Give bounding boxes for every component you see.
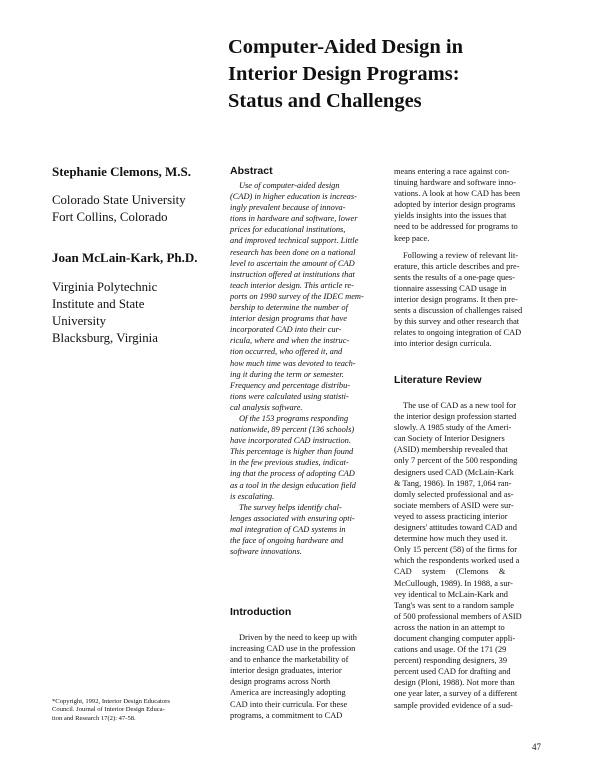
abstract-line: prices for educational institutions, [230,225,346,235]
abstract-line: ports on 1990 survey of the IDEC mem- [230,291,364,301]
abstract-line: Frequency and percentage distribu- [230,380,351,390]
author1-affiliation [52,192,186,226]
abstract-line: Use of computer-aided design [239,181,340,190]
literature-review-body [394,400,544,711]
intro-continued-line: need to be addressed for programs to [394,222,518,232]
introduction-line: CAD into their curricula. For these [230,699,348,709]
abstract-line: research has been done on a national [230,247,356,257]
intro-continued-line: means entering a race against con- [394,167,510,176]
literature-line: determine how much they used it. [394,534,508,544]
title-line: Interior Design Programs: [228,63,460,85]
abstract-line: the face of ongoing hardware and [230,536,344,545]
literature-line: which the respondents worked used a [394,556,520,566]
intro-continued-line: yields insights into the issues that [394,211,507,221]
affiliation-line: Fort Collins, Colorado [52,210,168,224]
literature-line: veyed to assess practicing interior [394,511,508,521]
intro-continued-line: tinuing hardware and software inno- [394,178,516,188]
literature-line: only 7 percent of the 500 responding [394,456,518,466]
introduction-line: Driven by the need to keep up with [239,633,357,642]
literature-line: CAD system (Clemons & [394,567,506,577]
literature-line: design (Ploni, 1988). Not more than [394,678,515,688]
affiliation-line: Institute and State [52,297,145,311]
abstract-line: and improved technical support. Little [230,236,359,246]
abstract-line: nationwide, 89 percent (136 schools) [230,425,355,435]
affiliation-line: University [52,314,107,328]
introduction-line: and to enhance the marketability of [230,655,349,665]
abstract-line: instruction offered at institutions that [230,269,355,279]
abstract-line: Of the 153 programs responding [239,413,349,423]
literature-line: slowly. A 1985 study of the Ameri- [394,423,512,433]
introduction-line: design programs across North [230,677,331,687]
intro-continued-line: tionnaire assessing CAD usage in [394,283,507,293]
affiliation-line: Blacksburg, Virginia [52,331,158,345]
abstract-line: mal integration of CAD systems in [230,524,346,534]
abstract-line: ing that the process of adopting CAD [230,469,355,479]
title-line: Status and Challenges [228,90,422,112]
author1-name: Stephanie Clemons, M.S. [52,164,192,179]
literature-line: cations and usage. Of the 171 (29 [394,645,507,655]
abstract-line: teach interior design. This article re- [230,280,354,290]
abstract-line: interior design programs that have [230,314,347,324]
literature-line: the interior design profession started [394,412,517,422]
literature-line: sample provided evidence of a sud- [394,700,513,710]
literature-line: percent used CAD for drafting and [394,667,511,677]
footnote-line: Council. Journal of Interior Design Educa- [52,706,165,714]
footnote-line: tion and Research 17(2): 47-58. [52,714,136,722]
introduction-line: America are increasingly adopting [230,688,346,698]
abstract-line: software innovations. [230,547,302,557]
literature-line: designers' attitudes toward CAD and [394,523,517,533]
intro-continued-body [394,166,544,350]
abstract-line: This percentage is higher than found [230,447,354,457]
intro-continued-line: Following a review of relevant lit- [403,250,519,260]
intro-continued-line: sents a discussion of challenges raised [394,306,523,316]
abstract-line: ing it during the term or semester. [230,369,344,379]
abstract-line: tion occurred, who offered it, and [230,347,343,357]
abstract-body [230,180,380,557]
literature-line: of 500 professional members of ASID [394,611,522,621]
affiliation-line: Colorado State University [52,193,186,207]
literature-line: domly selected professional and as- [394,489,514,499]
literature-line: sociate members of ASID were sur- [394,500,514,510]
literature-line: across the nation in an attempt to [394,622,505,632]
article-title [228,34,568,115]
abstract-line: have incorporated CAD instruction. [230,436,351,446]
author2-name: Joan McLain-Kark, Ph.D. [52,250,198,265]
abstract-line: ingly prevalent because of innova- [230,203,346,213]
introduction-heading: Introduction [230,606,292,618]
literature-line: document changing computer appli- [394,633,516,643]
abstract-line: ricula, where and when the instruc- [230,336,350,346]
literature-line: The use of CAD as a new tool for [403,401,517,410]
abstract-line: The survey helps identify chal- [239,502,342,512]
intro-continued-line: erature, this article describes and pre- [394,261,520,271]
literature-line: & Tang, 1986). In 1987, 1,064 ran- [394,478,512,488]
literature-line: (ASID) membership revealed that [394,445,508,455]
abstract-line: incorporated CAD into their cur- [230,325,342,335]
intro-continued-line: into interior design curricula. [394,339,492,349]
literature-review-heading: Literature Review [394,374,482,386]
abstract-line: level to ascertain the amount of CAD [230,258,355,268]
intro-continued-line: interior design programs. It then pre- [394,295,518,305]
abstract-line: (CAD) in higher education is increas- [230,192,357,202]
title-line: Computer-Aided Design in [228,36,463,58]
literature-line: designers used CAD (McLain-Kark [394,467,514,477]
page-number: 47 [532,742,541,752]
abstract-heading: Abstract [230,165,273,177]
abstract-line: is escalating. [230,491,275,501]
abstract-line: how much time was devoted to teach- [230,358,356,368]
footnote-line: *Copyright, 1992, Interior Design Educators [52,698,170,705]
intro-continued-line: keep pace. [394,233,430,243]
literature-line: can Society of Interior Designers [394,434,505,444]
literature-line: Only 15 percent (58) of the firms for [394,545,518,555]
introduction-line: increasing CAD use in the profession [230,644,356,654]
abstract-line: tions were calculated using statisti- [230,391,349,401]
literature-line: vey identical to McLain-Kark and [394,589,508,599]
intro-continued-line: sents the results of a one-page ques- [394,272,515,282]
intro-continued-line: relates to ongoing integration of CAD [394,328,522,338]
abstract-line: cal analysis software. [230,402,303,412]
affiliation-line: Virginia Polytechnic [52,280,158,294]
abstract-line: in the few previous studies, indicat- [230,458,349,468]
abstract-line: as a tool in the design education field [230,480,356,490]
introduction-line: interior design graduates, interior [230,666,342,676]
abstract-line: bership to determine the number of [230,303,348,313]
introduction-line: programs, a commitment to CAD [230,710,343,720]
author2-affiliation [52,279,158,347]
abstract-line: lenges associated with ensuring opti- [230,513,355,523]
intro-continued-line: by this survey and other research that [394,317,520,327]
intro-continued-line: vations. A look at how CAD has been [394,189,521,199]
literature-line: one year later, a survey of a different [394,689,518,699]
introduction-body [230,632,380,721]
intro-continued-line: adopted by interior design programs [394,200,516,210]
literature-line: percent) responding designers, 39 [394,656,508,666]
copyright-footnote [52,698,170,723]
literature-line: Tang's was sent to a random sample [394,600,515,610]
literature-line: McCullough, 1989). In 1988, a sur- [394,578,513,588]
abstract-line: tions in hardware and software, lower [230,214,358,224]
